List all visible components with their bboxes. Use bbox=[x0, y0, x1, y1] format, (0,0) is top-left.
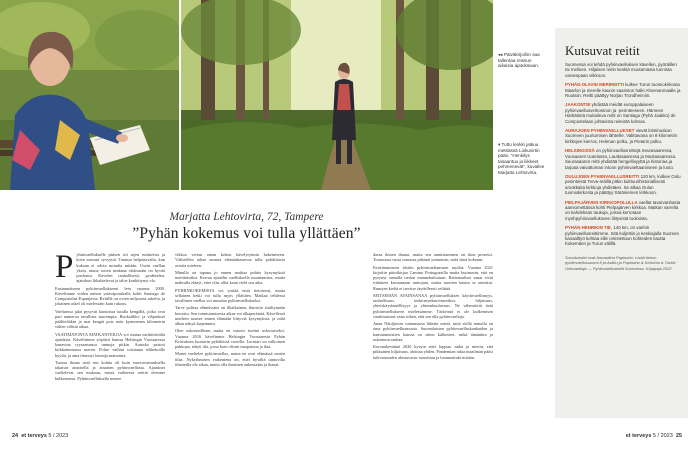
photo-woman-writing bbox=[0, 0, 179, 190]
paragraph: SEITSEMÄN AVAINSANAA pyhiinvaelluksen käyttövaellimyys, rauhallisuus, teekirmynkasvinsorikos, hiljaisuus, yhteiskäytännöllisyys ja yhteenkuuluvuus. Ne vähentävät tietä pyhiinvaellukseen mielessämme. Tärkeintä ei ole kulkemisen vaatimaisuus vaan siihen, että sen alla pyhiinvaeltaja. bbox=[373, 292, 493, 319]
paragraph: Ensimmäiseen pyhiinvaellukseeni lein vuonna 2000. Kävelimme viiden naisen ystäväporukalla kohti Santiago de Compostelaa Espanjassa. Reitillä on ovien miljoonia askelia, ja jokainen askel oli mielessäni kuin rukous. bbox=[55, 285, 165, 307]
paragraph: Vaeltaessa jalat pysyvät kuntoissa tutulla kengällä, jotka ovat pari numeroa tavallista suurempia. Ruokailkki- ja vihjaukset pääliteltäkin ja mat kengät pois noin kymmenen kilometrin välien välisiä aikaa. bbox=[55, 308, 165, 330]
photo-forest-walk bbox=[181, 0, 493, 190]
sidebar-route: HELSINGISSÄ on pyhiinvaellusreittejä Seurasaaressa, Vuosaaren Uutelassa, Lauttasaaressa ja Mustasaaressa. Seurasaaren reitti yhdistää hengellisyyttä ja historiaa ja tarjoaa vaivattoman intoon pyhiinvaeltaamiseen ja luoto. bbox=[565, 148, 677, 170]
sidebar-route: PYHÄN HENRIKIN TIE, 140 km, on vanhin pyhiinvaellusreittimme. Sitä kuljettiin jo keskiajalla Suomen kanaalltyö kohtaa sille omistettuun kohteiden kautta Kokemäen ja Turun välillä. bbox=[565, 225, 679, 247]
caption-photo-right: ◂◂ Päiväkirjoihin saa tallentaa reissun aikaisia ajatuksiaan. bbox=[498, 52, 540, 69]
paragraph: Kristittamiseen aloitin pyhiinvaeltamisen myöhä. Vuonna 2021 kirjoitin päiväkirjaa Camino Portuguesilla mutta huomasin, että en pysynyt samalla tiedon mannekuiloasan. Rationaaliset sanat eivät riittäneet kuvaamaan tuntojani, mutta runoien kautta se onnistui. Runojen kieltä ei tarvitse täydelleesti selittää. bbox=[373, 264, 493, 291]
article-column-1 bbox=[55, 249, 165, 383]
paragraph: Koronakeväänä 2020 kysyin ettei loppua, mikä ja mietin, että pikkuinen hiljaisuus, aloittaa yhden. Pandemian takia maailman pääsi tulevaisuuden alustavasta: tunnistuu ja luonnontuki mitään. bbox=[373, 344, 493, 360]
paragraph: vikkoa vertan oman kehon kävelyrytmin hakemiseen. Välistellen aikaa omasta elämänkaaressa tulla pohdittavia asioita mieleen. bbox=[175, 252, 285, 268]
footer-right bbox=[626, 433, 682, 439]
caption-photo-trail: ▾ Tuttu lenkki jatkuu metsässä Loikuvirtin pään. "Henkilys tasaantuu ja liikkeet pehmenevät", kuvailee Marjatta Lehtovirta. bbox=[498, 142, 545, 175]
sidebar-route: PYHÄN OLAVIN MERIREITTI kulkee Turun tuomiokirkosta Maarlon ja merelle kaunin saariston halki Ahvenanmaalle ja Ruotsiin. Reitti päättyy Norjan Trondheimiin. bbox=[565, 82, 681, 99]
footer-left bbox=[12, 433, 68, 439]
paragraph: yhiinvaellukselle pääsen irti arjen rutiineista ja koen saavani syvyyttä. Tunnun helpottavalta, kun kukaan ei odota minulta mitään. Usein vaellan yksin, mutta toisen mukana oloksaatin on hyvää puolensa. Kävelen rauhallisesti, pysähtelen, ajatukset liikahtelevat ja taloe konkittynyt olo. bbox=[76, 252, 165, 284]
sidebar-route: OULUJOEN PYHIINVAELLUSREITTI 120 km, kulkee Oulu peninteistä Terva-reitillä pitkin kulttuurihistoriallisesti arvokkaita kirkkoja yhdistäen. Se alkaa Oulun tuomiokirkosta ja päättyy Säräniemen kirkkoon. bbox=[565, 173, 681, 196]
issue-right: 5 / 2023 bbox=[652, 433, 673, 439]
paragraph: PYHIINKOKEMISTA voi yrittää etsiä tietoisesti, mutta sellainen hetki voi tulla myös yllättäen. Matkaa tehdessä tavallinen vaellus voi muuttua pyhiinvaellukseksi. bbox=[175, 287, 285, 303]
drop-cap: P bbox=[55, 249, 74, 285]
paragraph: Minulla on tapana jo ennen matkaa pohtia kysymyksiä mietittäväksi. Kerran ajattelin vaelluksella muuttamista, mutta mahtulla elänyt, ettei olisi ollut kaan vielä sen aika. bbox=[175, 269, 285, 286]
paragraph: Tuossa ilman tietä sen kohtia oli kuin eurotuvaisuuksella takaisin ainaisella ja ainaisen pyhiinvaellusta. Ajatukset vaeltelevat sen mukaan, missä vaiheessa reittiä olemme kulkemassa. Pyhiinvaelluksella menee bbox=[55, 359, 165, 381]
paragraph: Tarve polttaa elämässäni on ilkaikainen, ihmisiin sisältymään kerrottu. Sen tunnistamisessa aikaa voi alkaperäisää. Kävellessä mieleen nousee ennen elämään liittyviä kysymyksiä, ja niitä alkaa näkyä laajemmin. bbox=[175, 305, 286, 326]
article-column-3 bbox=[373, 252, 493, 362]
sidebar-route: PIELPAJÄRVEN KIRKKOPOLULLA vaellat tavarvanhasta aamiomettässä kohti Pielpajärven kirkkoa. Matkan varrella on kahdeksan taukoja, joissa kerrotaan myöhpyhiinvaellukseen liittyvistä tuoksista. bbox=[565, 199, 681, 221]
magazine-name-right: et terveys bbox=[625, 433, 652, 439]
sidebar-intro: Suomessa voi tehdä pyhiinvaelluksen kävellen, pyöräillen tai melloen. Hiljaisen reitin keskiä muutamasta tunnista useampaan viikkoon. bbox=[565, 62, 677, 78]
sidebar-credit: Suosituksiet ovat Annastiina Papinaho. Lisää tietoa: pyhiinvaellussuomi.fi ja Asikiu ja Papinaho & Kiviluhta & Turkki: Valovaeltaja — Pyhiinvaellusteitä Suomessa. Kirjapaja 2022. bbox=[565, 254, 677, 271]
page-number-left: 24 bbox=[12, 433, 19, 439]
magazine-name-left: et terveys bbox=[21, 433, 47, 439]
paragraph: VAATIMATONTA MATKANTEKOA voi tuntua merkittävältä ajatuksia. Käveltimme yöpäivä kanssa Helsingin Vuosaaressa kanavina ryysaamassa tunnoja pitkin. Aurinko paistoi kirkkaimmassa meren. Poluo vaihtui toisinaan tekkekoille kyyliä, ja aina ilmestyi hienoja maisemia. bbox=[55, 331, 165, 358]
issue-left: 5 / 2023 bbox=[48, 433, 69, 439]
sidebar-body bbox=[565, 62, 682, 275]
sidebar-route: JAAKONTIE yhdistää meidät europpalaiseen pyhiinvaellusverkostoon ja -perinteeseen. Hämeen Härkätietä mukaileva reitti on Santiago (Pyhä Jaakko) de Compostelaan johtavista reiteistä kolmas. bbox=[565, 102, 676, 124]
paragraph: Olen uskonnollinen mutta en sanoisi itseäni uskovaiseksi. Vuonna 2016 kävelimme Helsingin Vuosaaresta Pyhän Kristuksen luostarin pyhäkössä vuotilla. Luostari on valkoinen pakkopa, tahyti tila, jossa koin olistni tasapainoa ja ilua. bbox=[175, 328, 285, 349]
byline: Marjatta Lehtovirta, 72, Tampere bbox=[169, 211, 324, 223]
paragraph: Anan Näidjärven tuntumassa lähetin mietä, mitä siellä minulla on oma pyhiinvaellusmuoto. Suomalaisten pyhiinvaelluskankaiden ja kansanmuistien kanssa on sitten kulkeneet, mikä tämänkin ja uskonnon rauhaa. bbox=[373, 321, 493, 342]
article-column-2 bbox=[175, 252, 285, 369]
paragraph: Monet vaeltelee pyhiinvaellus, mutta ne ovat elämässä omien tilaa. Nykyihmisen vaikeutena on, ettei hyvältä tuntuvilla tilanteilla ole aikaa, mutta olla ihmisten aukeutalan ja ihanat. bbox=[175, 351, 285, 367]
sidebar-title: Kutsuvat reitit bbox=[565, 43, 640, 58]
page-number-right: 25 bbox=[675, 433, 682, 439]
headline: ”Pyhän kokemus voi tulla yllättäen” bbox=[132, 225, 361, 242]
sidebar-route: AURAJOEN PYHIINVAELLUKSET vievät kristinuskon Suomeen juurtumisen lähteille. Valittavana on 8 kilometrin kirkkojen kierros, Helenan polku, ja Pietarin polku. bbox=[565, 128, 678, 144]
paragraph: dassa ikinen ihanat, mutta sen tunnistaminen on ihon prosessi. Tornasissa vasta somassa pihänäi ymmärsin, mitä siinä kokenut. bbox=[373, 252, 493, 263]
